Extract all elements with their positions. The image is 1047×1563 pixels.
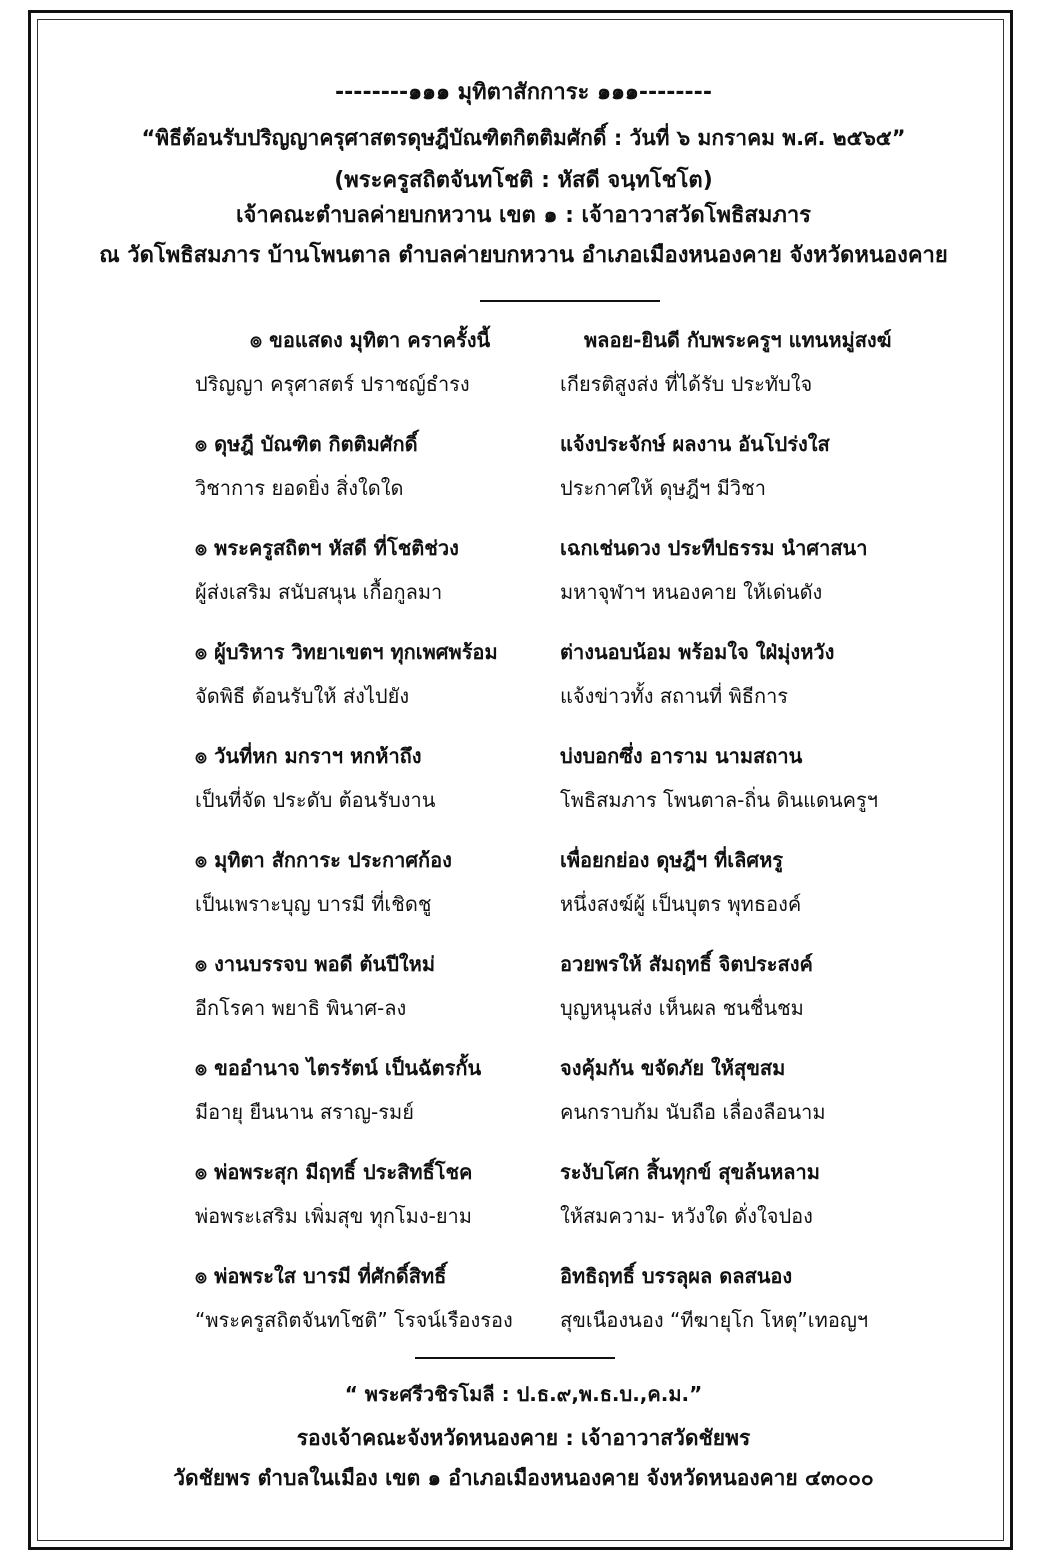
poem-line-2a: มีอายุ ยืนนาน สราญ-รมย์ xyxy=(195,1100,414,1124)
poem-line-1b: แจ้งประจักษ์ ผลงาน อันโปร่งใส xyxy=(560,432,830,456)
poem-stanza xyxy=(0,330,1047,434)
poem-line-2a: ปริญญา ครุศาสตร์ ปราชญ์ธำรง xyxy=(195,372,470,396)
poem-line-1b: เพื่อยกย่อง ดุษฎีฯ ที่เลิศหรู xyxy=(560,848,784,872)
poem-stanza xyxy=(0,1058,1047,1162)
poem-line-2a: เป็นที่จัด ประดับ ต้อนรับงาน xyxy=(195,788,436,812)
header-location: ณ วัดโพธิสมภาร บ้านโพนตาล ตำบลค่ายบกหวาน อำเภอเมืองหนองคาย จังหวัดหนองคาย xyxy=(99,243,948,268)
poem-line-1a: ๏ พ่อพระสุก มีฤทธิ์ ประสิทธิ์โชค xyxy=(195,1160,473,1184)
poem-line-2b: โพธิสมภาร โพนตาล-ถิ่น ดินแดนครูฯ xyxy=(560,788,879,812)
poem-line-2a: “พระครูสถิตจันทโชติ” โรจน์เรืองรอง xyxy=(195,1308,513,1332)
poem-line-2b: บุญหนุนส่ง เห็นผล ชนชื่นชม xyxy=(560,996,804,1020)
poem-line-2b: มหาจุฬาฯ หนองคาย ให้เด่นดัง xyxy=(560,580,823,604)
poem-stanza xyxy=(0,538,1047,642)
poem-line-1b: เฉกเช่นดวง ประทีปธรรม นำศาสนา xyxy=(560,536,868,560)
poem-stanza xyxy=(0,954,1047,1058)
poem-line-1a: ๏ ผู้บริหาร วิทยาเขตฯ ทุกเพศพร้อม xyxy=(195,640,498,664)
poem-stanza xyxy=(0,850,1047,954)
poem-line-1b: ระงับโศก สิ้นทุกข์ สุขล้นหลาม xyxy=(560,1160,820,1184)
poem-line-1a: ๏ ขอแสดง มุทิตา คราครั้งนี้ xyxy=(250,328,491,352)
footer-author: “ พระศรีวชิรโมลี : ป.ธ.๙,พ.ธ.บ.,ค.ม.” xyxy=(344,1382,703,1406)
poem-line-2b: แจ้งข่าวทั้ง สถานที่ พิธีการ xyxy=(560,684,789,708)
poem-stanza xyxy=(0,746,1047,850)
poem-line-1b: พลอย-ยินดี กับพระครูฯ แทนหมู่สงฆ์ xyxy=(584,328,892,352)
header-ceremony: “พิธีต้อนรับปริญญาครุศาสตรดุษฎีบัณฑิตกิตติมศักดิ์ : วันที่ ๖ มกราคม พ.ศ. ๒๕๖๕” xyxy=(141,126,906,150)
poem-stanza xyxy=(0,434,1047,538)
poem-line-1a: ๏ งานบรรจบ พอดี ต้นปีใหม่ xyxy=(195,952,436,976)
poem-line-2a: อีกโรคา พยาธิ พินาศ-ลง xyxy=(195,996,407,1020)
poem-stanza xyxy=(0,642,1047,746)
poem-line-2a: ผู้ส่งเสริม สนับสนุน เกื้อกูลมา xyxy=(195,580,443,604)
header-honoree: (พระครูสถิตจันทโชติ : หัสดี จนฺทโชโต) xyxy=(334,168,713,193)
poem-line-1a: ๏ วันที่หก มกราฯ หกห้าถึง xyxy=(195,744,422,768)
poem-line-1b: อวยพรให้ สัมฤทธิ์ จิตประสงค์ xyxy=(560,952,813,976)
poem-line-1b: จงคุ้มกัน ขจัดภัย ให้สุขสม xyxy=(560,1056,786,1080)
footer-address: วัดชัยพร ตำบลในเมือง เขต ๑ อำเภอเมืองหนองคาย จังหวัดหนองคาย ๔๓๐๐๐ xyxy=(173,1466,874,1490)
poem-line-2b: สุขเนืองนอง “ทีฆายุโก โหตุ”เทอญฯ xyxy=(560,1308,869,1332)
poem-stanza xyxy=(0,1162,1047,1266)
poem-line-2a: พ่อพระเสริม เพิ่มสุข ทุกโมง-ยาม xyxy=(195,1204,472,1228)
poem-line-1a: ๏ มุทิตา สักการะ ประกาศก้อง xyxy=(195,848,452,872)
poem-line-2a: จัดพิธี ต้อนรับให้ ส่งไปยัง xyxy=(195,684,410,708)
header-position: เจ้าคณะตำบลค่ายบกหวาน เขต ๑ : เจ้าอาวาสวัดโพธิสมภาร xyxy=(236,203,811,228)
poem-line-1a: ๏ ขออำนาจ ไตรรัตน์ เป็นฉัตรกั้น xyxy=(195,1056,482,1080)
header-divider xyxy=(480,300,660,302)
poem-line-2b: คนกราบก้ม นับถือ เลื่องลือนาม xyxy=(560,1100,826,1124)
poem-stanza xyxy=(0,1266,1047,1370)
poem-line-1b: บ่งบอกซึ่ง อาราม นามสถาน xyxy=(560,744,803,768)
poem-line-2b: ให้สมความ- หวังใด ดั่งใจปอง xyxy=(560,1204,813,1228)
poem-line-1a: ๏ พระครูสถิตฯ หัสดี ที่โชติช่วง xyxy=(195,536,459,560)
poem-line-2a: วิชาการ ยอดยิ่ง สิ่งใดใด xyxy=(195,476,404,500)
poem-line-2b: หนึ่งสงฆ์ผู้ เป็นบุตร พุทธองค์ xyxy=(560,892,802,916)
poem-line-1b: ต่างนอบน้อม พร้อมใจ ใฝ่มุ่งหวัง xyxy=(560,640,835,664)
poem-line-2b: ประกาศให้ ดุษฎีฯ มีวิชา xyxy=(560,476,766,500)
poem-line-1a: ๏ พ่อพระใส บารมี ที่ศักดิ์สิทธิ์ xyxy=(195,1264,447,1288)
footer-author-position: รองเจ้าคณะจังหวัดหนองคาย : เจ้าอาวาสวัดชัยพร xyxy=(296,1426,751,1450)
poem-line-2a: เป็นเพราะบุญ บารมี ที่เชิดชู xyxy=(195,892,432,916)
footer-divider xyxy=(415,1357,615,1359)
poem xyxy=(0,330,1047,1370)
poem-line-1a: ๏ ดุษฎี บัณฑิต กิตติมศักดิ์ xyxy=(195,432,418,456)
poem-line-1b: อิทธิฤทธิ์ บรรลุผล ดลสนอง xyxy=(560,1264,793,1288)
header-title: --------๑๑๑ มุทิตาสักการะ ๑๑๑-------- xyxy=(335,80,712,105)
poem-line-2b: เกียรติสูงส่ง ที่ได้รับ ประทับใจ xyxy=(560,372,813,396)
